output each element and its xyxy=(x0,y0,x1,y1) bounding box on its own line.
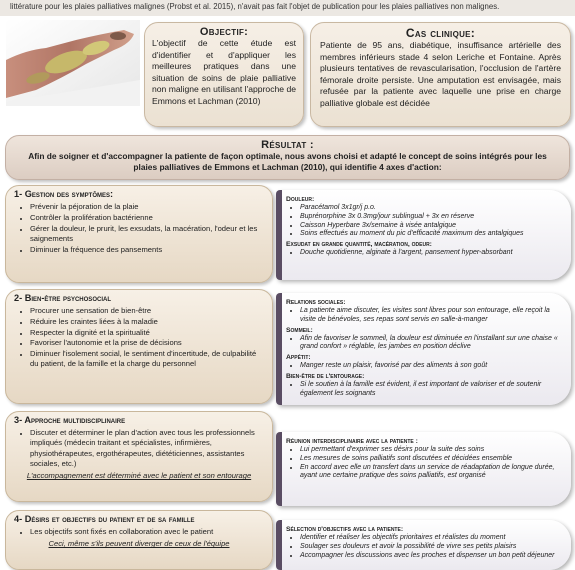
list-item: • Soins effectués au moment du pic d'efficacité maximum des antalgiques xyxy=(300,230,561,239)
list-item: • Prévenir la péjoration de la plaie xyxy=(30,202,264,212)
section-heading: Exsudat en grande quantité, macération, odeur: xyxy=(286,241,432,249)
list-item: • Si le soutien à la famille est évident, il est important de valoriser et de soutenir également les soignants xyxy=(300,381,561,399)
list-item: • Accompagner les discussions avec les proches et dispenser un bon petit déjeuner xyxy=(300,552,561,561)
objective-title: Objectif: xyxy=(199,26,249,38)
axis-psychosocial-wellbeing xyxy=(5,289,273,404)
section-heading: Sélection d'objectifs avec la patiente: xyxy=(286,526,404,533)
section-heading: Bien-être de l'entourage: xyxy=(286,372,365,380)
section-heading: Sommeil: xyxy=(286,326,313,334)
detail-multidisciplinary-approach xyxy=(276,432,571,506)
list-item: • Respecter la dignité et la spiritualité xyxy=(30,328,264,338)
objective-text: L'objectif de cette étude est d'identifier et d'appliquer les meilleures pratiques dans une situation de soins de plaie palliative non maligne en utilisant l'approche de Emmons et Lachman (2010) xyxy=(152,38,297,106)
results-banner xyxy=(5,135,570,180)
axis-symptom-management xyxy=(5,185,273,283)
results-title: Résultat : xyxy=(261,139,314,151)
axis-title: 4- Désirs et objectifs du patient et de sa famille xyxy=(14,514,195,524)
wound-photo xyxy=(6,20,140,106)
list-item: • Contrôler la prolifération bactérienne xyxy=(30,213,264,223)
section-heading: Appétit: xyxy=(286,354,311,362)
list-item: • Douche quotidienne, alginate à l'argent, pansement hyper-absorbant xyxy=(300,249,561,258)
detail-symptom-management xyxy=(276,190,571,280)
section-heading: Réunion interdisciplinaire avec la patiente : xyxy=(286,438,418,445)
axis-multidisciplinary-approach xyxy=(5,411,273,502)
list-item: • Caisson Hyperbare 3x/semaine à visée antalgique xyxy=(300,222,561,231)
list-item: • Diminuer la fréquence des pansements xyxy=(30,245,264,255)
list-item: • Lui permettant d'exprimer ses désirs pour la suite des soins xyxy=(300,446,561,455)
list-item: • Manger reste un plaisir, favorisé par des aliments à son goût xyxy=(300,362,561,371)
section-heading: Douleur: xyxy=(286,196,315,203)
clinical-case-title: Cas clinique: xyxy=(405,26,476,40)
axis-title: 2- Bien-être psychosocial xyxy=(14,293,111,303)
detail-patient-family-goals xyxy=(276,520,571,570)
list-item: • Les mesures de soins palliatifs sont discutées et décidées ensemble xyxy=(300,455,561,464)
list-item: • Les objectifs sont fixés en collaboration avec le patient xyxy=(30,527,264,537)
list-item: • Favoriser l'autonomie et la prise de décisions xyxy=(30,338,264,348)
axis-note: L'accompagnement est déterminé avec le patient et son entourage xyxy=(26,471,252,481)
list-item: • Procurer une sensation de bien-être xyxy=(30,306,264,316)
list-item: • En accord avec elle un transfert dans un service de réadaptation de longue durée, ayant une certaine pratique des soins palliatifs, est organisé xyxy=(300,464,561,482)
list-item: • Paracétamol 3x1gr/j p.o. xyxy=(300,204,561,213)
axis-note: Ceci, même s'ils peuvent diverger de ceux de l'équipe xyxy=(48,539,230,549)
list-item: • Gérer la douleur, le prurit, les exsudats, la macération, l'odeur et les saignements xyxy=(30,224,264,245)
list-item: • Réduire les craintes liées à la maladie xyxy=(30,317,264,327)
clinical-case-panel xyxy=(310,22,571,127)
axis-title: 3- Approche multidisciplinaire xyxy=(14,415,126,425)
detail-psychosocial-wellbeing xyxy=(276,293,571,405)
list-item: • Afin de favoriser le sommeil, la douleur est diminuée en l'installant sur une chaise « grand confort » réglable, les jambes en position déclive xyxy=(300,335,561,353)
clinical-case-text: Patiente de 95 ans, diabétique, insuffisance artérielle des membres inférieurs stade 4 selon Leriche et Fontaine. Après plusieurs tentatives de revascularisation, l'occlusion de l'artère fémorale droite persiste. Une amputation est envisagée, mais refusée par la patiente avec laquelle une prise en charge palliative globale est décidée xyxy=(320,40,561,108)
list-item: • Identifier et réaliser les objectifs prioritaires et réalistes du moment xyxy=(300,534,561,543)
list-item: • Discuter et déterminer le plan d'action avec tous les professionnels impliqués (médecin traitant et spécialistes, infirmières, physiothérapeutes, ergothérapeutes, diététiciennes, assistantes sociales, etc.) xyxy=(30,428,264,469)
list-item: • Diminuer l'isolement social, le sentiment d'incertitude, de culpabilité du patient, de la famille et la charge du personnel xyxy=(30,349,264,370)
objective-panel xyxy=(144,22,304,127)
results-text: Afin de soigner et d'accompagner la patiente de façon optimale, nous avons choisi et adapté le concept de soins intégrés pour les plaies palliatives de Emmons et Lachman (2010), qui identifie 4 axes d'action: xyxy=(28,151,547,172)
axis-title: 1- Gestion des symptômes: xyxy=(14,189,114,199)
section-heading: Relations sociales: xyxy=(286,299,346,306)
axis-patient-family-goals xyxy=(5,510,273,570)
list-item: • Buprénorphine 3x 0.3mg/jour sublingual + 3x en réserve xyxy=(300,213,561,222)
list-item: • La patiente aime discuter, les visites sont libres pour son entourage, elle reçoit la visite de bénévoles, ses repas sont servis en salle-à-manger xyxy=(300,307,561,325)
intro-text-strip: littérature pour les plaies palliatives malignes (Probst et al. 2015), n'avait pas fait l'objet de publication pour les plaies palliatives non malignes. xyxy=(0,0,575,16)
list-item: • Soulager ses douleurs et avoir la possibilité de vivre ses petits plaisirs xyxy=(300,543,561,552)
